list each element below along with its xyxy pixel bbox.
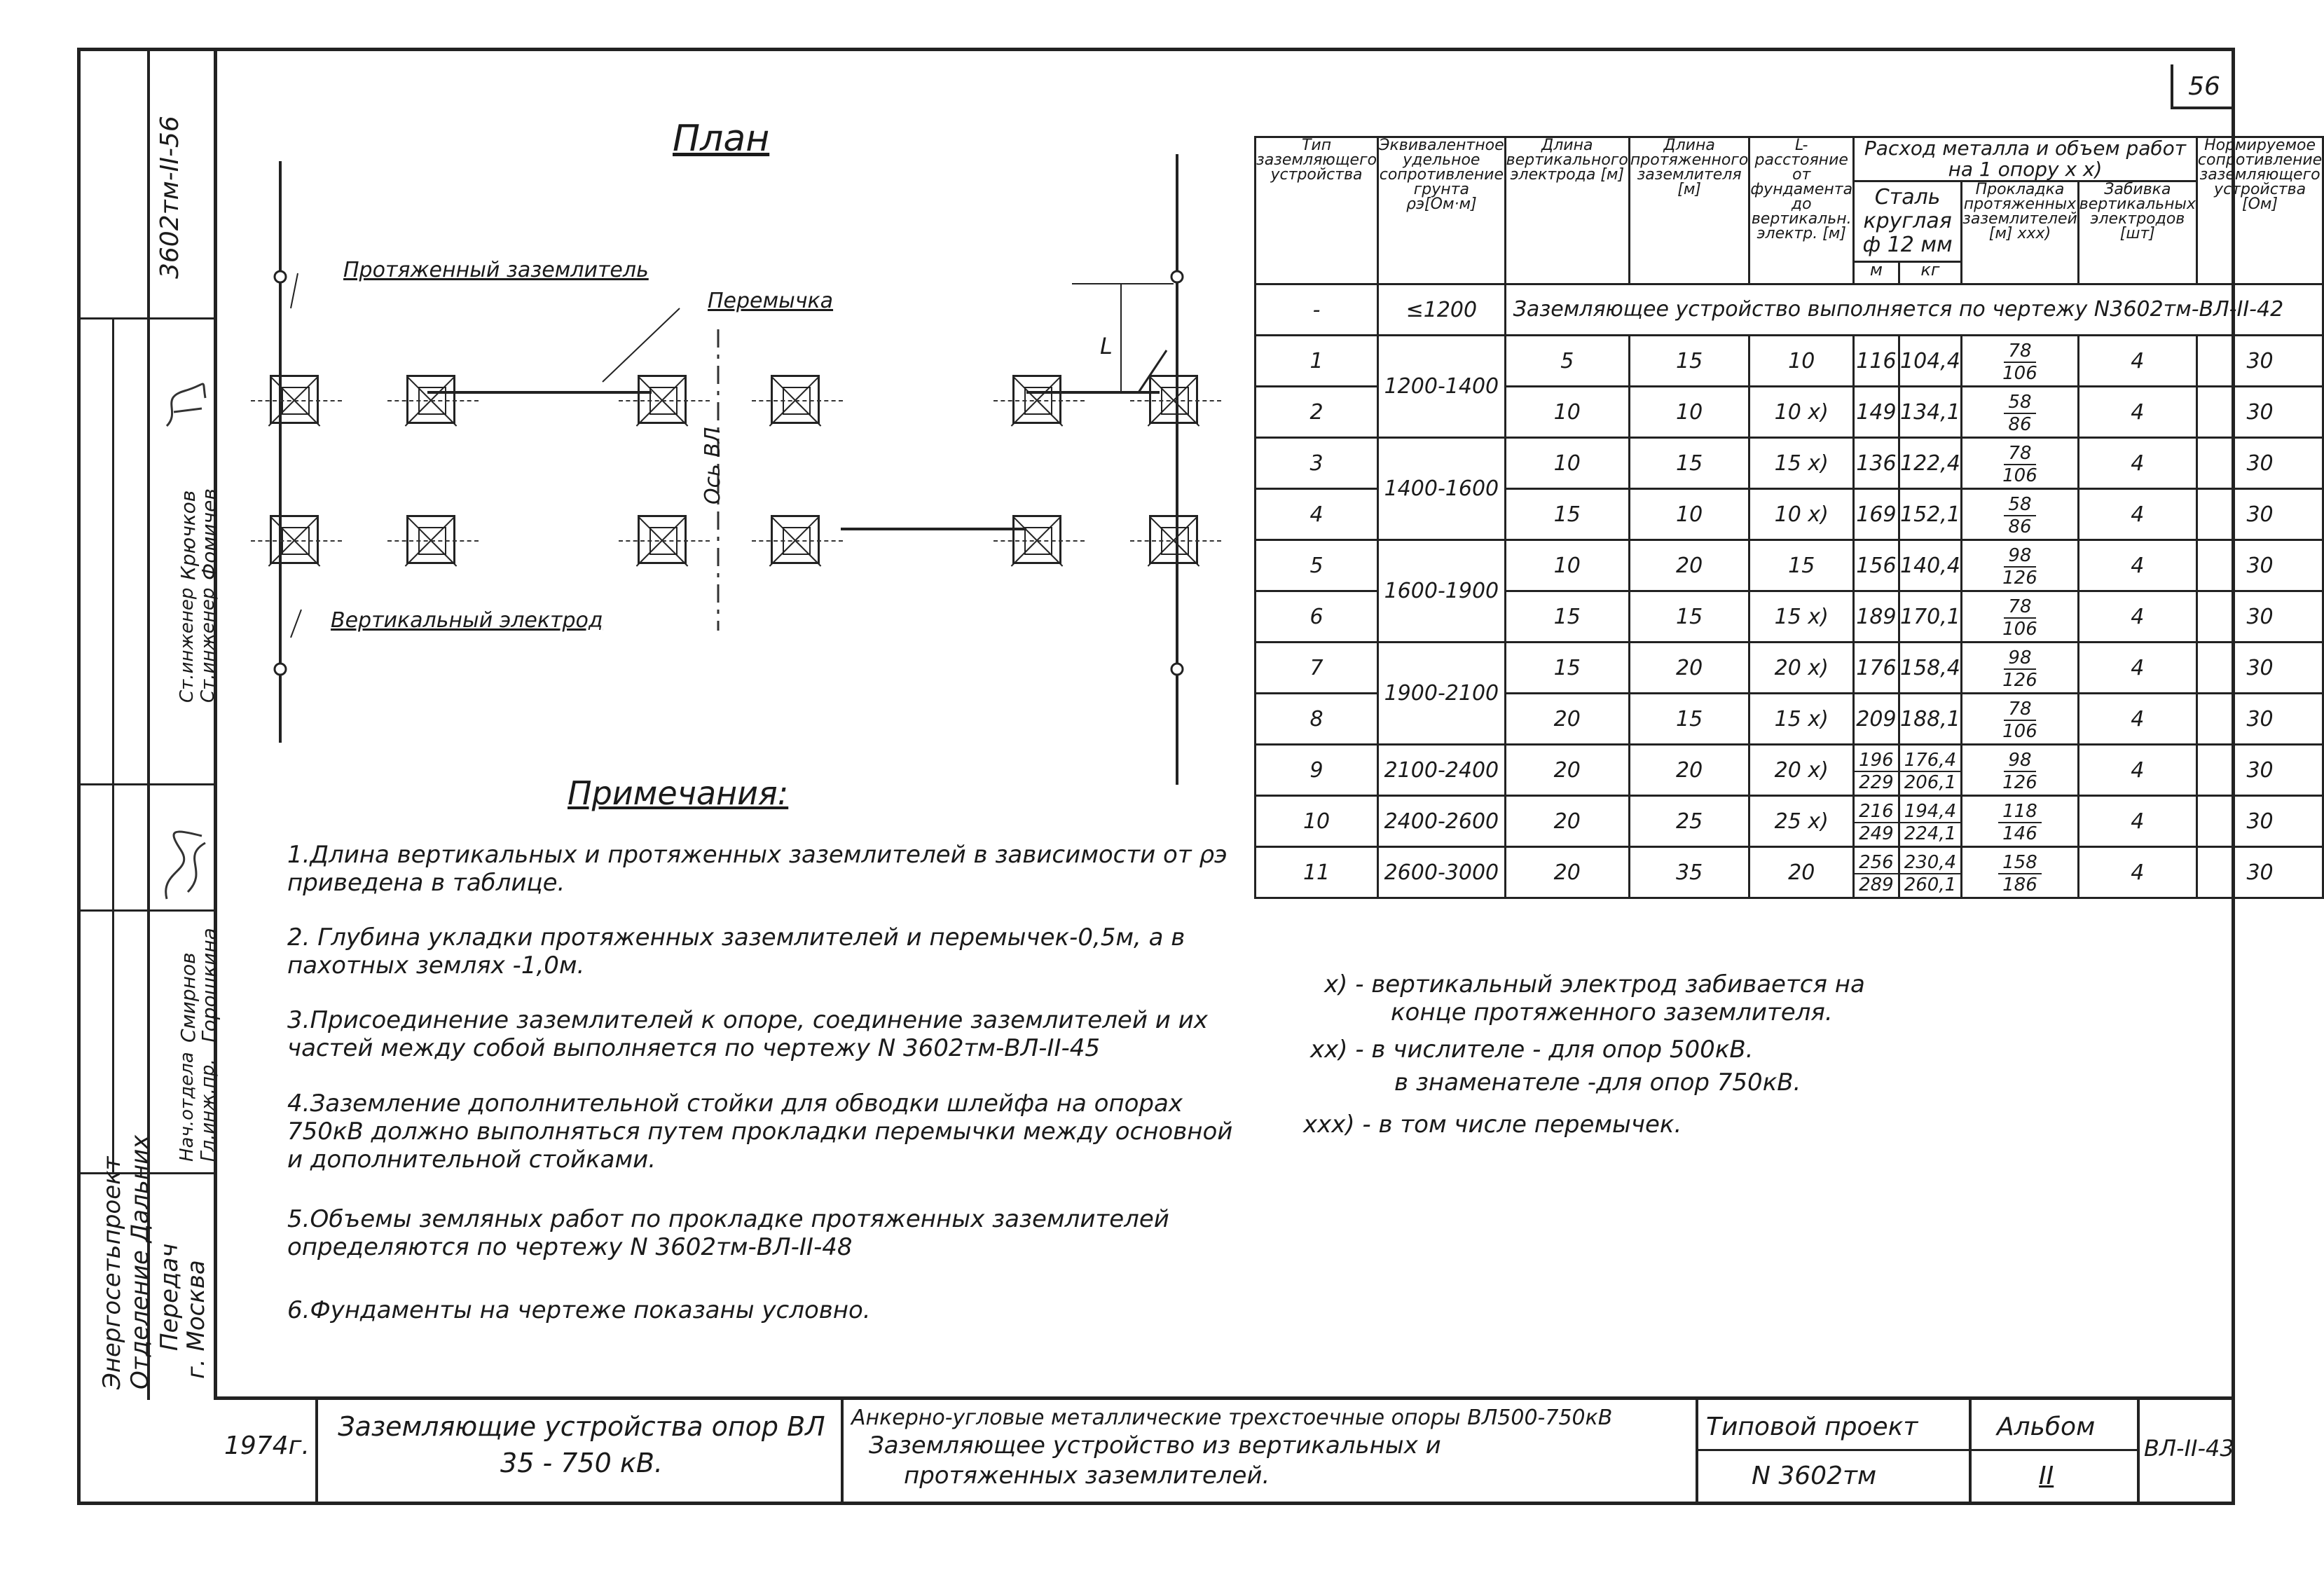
cell-distance: 10 [1749, 336, 1854, 387]
cell-steel-m: 116 [1854, 336, 1899, 387]
th-metal-group: Расход металла и объем работ на 1 опору x x) [1854, 137, 2197, 181]
foundation [406, 515, 455, 564]
cell-vertical: 15 [1505, 591, 1629, 643]
cell-norm: 30 [2196, 489, 2323, 540]
org-2: Отделение Дальних [126, 1134, 154, 1389]
cell-steel-m: 156 [1854, 540, 1899, 591]
cell-resistivity: 2100-2400 [1378, 745, 1506, 796]
cell-norm: 30 [2196, 540, 2323, 591]
footnote-3: xxx) - в том числе перемычек. [1303, 1111, 1682, 1139]
divider [841, 1400, 844, 1505]
cell-laying: $\frac{98}{126}$ [1962, 745, 2079, 796]
cell-extended: 10 [1629, 489, 1749, 540]
project-label: Типовой проект [1706, 1413, 1918, 1441]
cell-resistivity: 1600-1900 [1378, 540, 1506, 643]
foundation [1149, 515, 1198, 564]
cell-distance: 15 x) [1749, 694, 1854, 745]
cell-norm: 30 [2196, 643, 2323, 694]
name-1: Смирнов [177, 952, 200, 1043]
cell-distance: 15 [1749, 540, 1854, 591]
cell-extended: 20 [1629, 745, 1749, 796]
cell-distance: 10 x) [1749, 489, 1854, 540]
foundation [1149, 375, 1198, 424]
cell-type: 10 [1256, 796, 1378, 847]
cell-type: 11 [1256, 847, 1378, 898]
cell-type: 4 [1256, 489, 1378, 540]
description-line-1: Анкерно-угловые металлические трехстоечные опоры ВЛ500-750кВ [851, 1406, 1613, 1430]
grounding-table [1254, 136, 2324, 899]
cell-driving: 4 [2078, 438, 2196, 489]
cell-resistivity: 2400-2600 [1378, 796, 1506, 847]
cell-resistivity: 1200-1400 [1378, 336, 1506, 438]
cell-steel-kg: 170,1 [1899, 591, 1961, 643]
foundation [638, 515, 687, 564]
cell-steel-m: 189 [1854, 591, 1899, 643]
note-2: 2. Глубина укладки протяженных заземлителей и перемычек-0,5м, а в пахотных землях -1,0м. [287, 923, 1185, 980]
cell-laying: $\frac{118}{146}$ [1962, 796, 2079, 847]
th-distance: L-расстояние от фундамента до вертикальн. электр. [м] [1749, 137, 1854, 284]
cell-laying: $\frac{158}{186}$ [1962, 847, 2079, 898]
cell-steel-kg: $\frac{176,4}{206,1}$ [1899, 745, 1961, 796]
footnote-2: xx) - в числителе - для опор 500кВ. [1310, 1036, 1754, 1064]
plan-title: План [673, 118, 770, 160]
cell-type: 1 [1256, 336, 1378, 387]
th-vertical-length: Длина вертикального электрода [м] [1505, 137, 1629, 284]
cell-norm: 30 [2196, 387, 2323, 438]
cell-laying: $\frac{58}{86}$ [1962, 387, 2079, 438]
role-1: Нач.отдела [177, 1052, 198, 1162]
cell-driving: 4 [2078, 796, 2196, 847]
label-jumper: Перемычка [708, 289, 834, 313]
cell-laying: $\frac{58}{86}$ [1962, 489, 2079, 540]
cell-vertical: 20 [1505, 796, 1629, 847]
cell-steel-m: $\frac{196}{229}$ [1854, 745, 1899, 796]
cell-norm: 30 [2196, 591, 2323, 643]
org-4: г. Москва [182, 1260, 210, 1379]
footnote-1b: конце протяженного заземлителя. [1391, 998, 1833, 1026]
cell-vertical: 15 [1505, 643, 1629, 694]
cell-vertical: 20 [1505, 745, 1629, 796]
cell-steel-kg: 158,4 [1899, 643, 1961, 694]
name-3: Крючков [177, 490, 200, 580]
th-driving: Забивка вертикальных электродов [шт] [2078, 181, 2196, 284]
cell-distance: 20 [1749, 847, 1854, 898]
foundation [771, 375, 820, 424]
signature-1 [153, 822, 216, 906]
divider [77, 909, 217, 912]
cell-steel-m: 149 [1854, 387, 1899, 438]
role-2: Гл.инж.пр. [198, 1059, 219, 1162]
cell-extended: 25 [1629, 796, 1749, 847]
foundation [270, 515, 319, 564]
cell-norm: 30 [2196, 745, 2323, 796]
divider [77, 783, 217, 785]
cell-vertical: 5 [1505, 336, 1629, 387]
cell-norm: 30 [2196, 796, 2323, 847]
cell-driving: 4 [2078, 643, 2196, 694]
divider [1696, 1400, 1698, 1505]
left-stamp-strip [77, 48, 221, 1400]
cell-steel-kg: 122,4 [1899, 438, 1961, 489]
cell-driving: 4 [2078, 489, 2196, 540]
divider [315, 1400, 318, 1505]
album-label: Альбом [1997, 1413, 2096, 1441]
cell-norm: 30 [2196, 438, 2323, 489]
cell-vertical: 10 [1505, 438, 1629, 489]
cell-type: 9 [1256, 745, 1378, 796]
cell-type: 2 [1256, 387, 1378, 438]
cell-first-row-note: Заземляющее устройство выполняется по чертежу N3602тм-ВЛ-II-42 [1505, 284, 2323, 336]
cell-distance: 10 x) [1749, 387, 1854, 438]
th-steel-m: м [1854, 262, 1899, 284]
cell-type: 5 [1256, 540, 1378, 591]
label-extended-grounding: Протяженный заземлитель [343, 258, 649, 282]
title-block [217, 1396, 2235, 1505]
cell-extended: 15 [1629, 694, 1749, 745]
drawing-title: Заземляющие устройства опор ВЛ 35 - 750 кВ. [338, 1411, 825, 1478]
cell-extended: 15 [1629, 438, 1749, 489]
label-vertical-electrode: Вертикальный электрод [331, 608, 603, 633]
th-laying: Прокладка протяженных заземлителей [м] xxx) [1962, 181, 2079, 284]
cell-type: - [1256, 284, 1378, 336]
divider [2137, 1400, 2140, 1505]
year: 1974г. [224, 1431, 310, 1460]
cell-vertical: 20 [1505, 694, 1629, 745]
signature-2 [153, 370, 216, 433]
cell-steel-kg: $\frac{194,4}{224,1}$ [1899, 796, 1961, 847]
doc-code: 3602тм-II-56 [156, 116, 184, 279]
divider [112, 317, 114, 1172]
cell-extended: 20 [1629, 540, 1749, 591]
cell-extended: 20 [1629, 643, 1749, 694]
project-number: N 3602тм [1752, 1462, 1877, 1490]
th-steel: Сталь круглая ф 12 мм [1854, 181, 1962, 262]
th-steel-kg: кг [1899, 262, 1961, 284]
cell-type: 6 [1256, 591, 1378, 643]
cell-vertical: 10 [1505, 540, 1629, 591]
cell-steel-m: 209 [1854, 694, 1899, 745]
footnote-1: x) - вертикальный электрод забивается на [1324, 970, 1865, 998]
cell-laying: $\frac{78}{106}$ [1962, 336, 2079, 387]
role-3: Ст.инженер [177, 587, 198, 703]
cell-steel-kg: 140,4 [1899, 540, 1961, 591]
cell-driving: 4 [2078, 387, 2196, 438]
name-4: Фомичев [198, 488, 221, 580]
cell-steel-kg: $\frac{230,4}{260,1}$ [1899, 847, 1961, 898]
note-3: 3.Присоединение заземлителей к опоре, соединение заземлителей и их частей между собой выполняется по чертежу N 3602тм-ВЛ-II-45 [287, 1006, 1208, 1062]
cell-steel-kg: 152,1 [1899, 489, 1961, 540]
foundation [406, 375, 455, 424]
cell-steel-m: 176 [1854, 643, 1899, 694]
album-number: II [2039, 1462, 2054, 1490]
cell-norm: 30 [2196, 336, 2323, 387]
cell-distance: 15 x) [1749, 591, 1854, 643]
cell-vertical: 10 [1505, 387, 1629, 438]
cell-laying: $\frac{78}{106}$ [1962, 438, 2079, 489]
divider [77, 317, 217, 320]
cell-vertical: 20 [1505, 847, 1629, 898]
cell-vertical: 15 [1505, 489, 1629, 540]
cell-distance: 20 x) [1749, 643, 1854, 694]
foundation [638, 375, 687, 424]
cell-norm: 30 [2196, 847, 2323, 898]
cell-driving: 4 [2078, 591, 2196, 643]
th-type: Тип заземляющего устройства [1256, 137, 1378, 284]
name-2: Горошкина [198, 928, 221, 1043]
cell-laying: $\frac{98}{126}$ [1962, 540, 2079, 591]
cell-steel-kg: 188,1 [1899, 694, 1961, 745]
cell-driving: 4 [2078, 540, 2196, 591]
footnote-2b: в знаменателе -для опор 750кВ. [1394, 1069, 1801, 1097]
label-distance-L: L [1100, 333, 1113, 359]
sheet-code: ВЛ-II-43 [2144, 1435, 2234, 1462]
note-1: 1.Длина вертикальных и протяженных заземлителей в зависимости от ρэ приведена в таблице. [287, 841, 1228, 897]
cell-extended: 15 [1629, 591, 1749, 643]
cell-norm: 30 [2196, 694, 2323, 745]
divider [1969, 1400, 1972, 1505]
notes-title: Примечания: [568, 774, 789, 812]
cell-resistivity: ≤1200 [1378, 284, 1506, 336]
cell-steel-m: 136 [1854, 438, 1899, 489]
cell-resistivity: 1900-2100 [1378, 643, 1506, 745]
cell-distance: 25 x) [1749, 796, 1854, 847]
note-4: 4.Заземление дополнительной стойки для обводки шлейфа на опорах 750кВ должно выполняться путем прокладки перемычки между основной и дополнительной стойками. [287, 1090, 1233, 1174]
cell-driving: 4 [2078, 694, 2196, 745]
cell-steel-m: $\frac{256}{289}$ [1854, 847, 1899, 898]
org-3: Передач [156, 1243, 184, 1351]
cell-laying: $\frac{78}{106}$ [1962, 694, 2079, 745]
note-6: 6.Фундаменты на чертеже показаны условно. [287, 1296, 871, 1324]
cell-laying: $\frac{98}{126}$ [1962, 643, 2079, 694]
cell-extended: 15 [1629, 336, 1749, 387]
cell-laying: $\frac{78}{106}$ [1962, 591, 2079, 643]
foundation [1012, 515, 1061, 564]
th-extended-length: Длина протяженного заземлителя [м] [1629, 137, 1749, 284]
description-line-2: Заземляющее устройство из вертикальных и [869, 1431, 1441, 1459]
cell-driving: 4 [2078, 336, 2196, 387]
cell-steel-m: 169 [1854, 489, 1899, 540]
cell-extended: 35 [1629, 847, 1749, 898]
cell-extended: 10 [1629, 387, 1749, 438]
cell-driving: 4 [2078, 745, 2196, 796]
plan-drawing [231, 140, 1226, 799]
cell-resistivity: 2600-3000 [1378, 847, 1506, 898]
cell-steel-m: $\frac{216}{249}$ [1854, 796, 1899, 847]
th-resistivity: Эквивалентное удельное сопротивление грунта ρэ[Ом·м] [1378, 137, 1506, 284]
cell-distance: 20 x) [1749, 745, 1854, 796]
divider [1696, 1449, 2137, 1451]
foundation [1012, 375, 1061, 424]
note-5: 5.Объемы земляных работ по прокладке протяженных заземлителей определяются по чертежу N 3602тм-ВЛ-II-48 [287, 1205, 1169, 1261]
page-number: 56 [2171, 64, 2235, 109]
cell-resistivity: 1400-1600 [1378, 438, 1506, 540]
org-1: Энергосетьпроект [98, 1156, 126, 1389]
cell-distance: 15 x) [1749, 438, 1854, 489]
cell-type: 8 [1256, 694, 1378, 745]
th-norm-resistance: Нормируемое сопротивление заземляющего устройства [Ом] [2196, 137, 2323, 284]
role-4: Ст.инженер [198, 587, 219, 703]
label-line-axis: Ось ВЛ [701, 427, 725, 504]
cell-steel-kg: 104,4 [1899, 336, 1961, 387]
foundation [270, 375, 319, 424]
cell-steel-kg: 134,1 [1899, 387, 1961, 438]
cell-type: 3 [1256, 438, 1378, 489]
cell-driving: 4 [2078, 847, 2196, 898]
description-line-3: протяженных заземлителей. [904, 1462, 1270, 1490]
cell-type: 7 [1256, 643, 1378, 694]
foundation [771, 515, 820, 564]
